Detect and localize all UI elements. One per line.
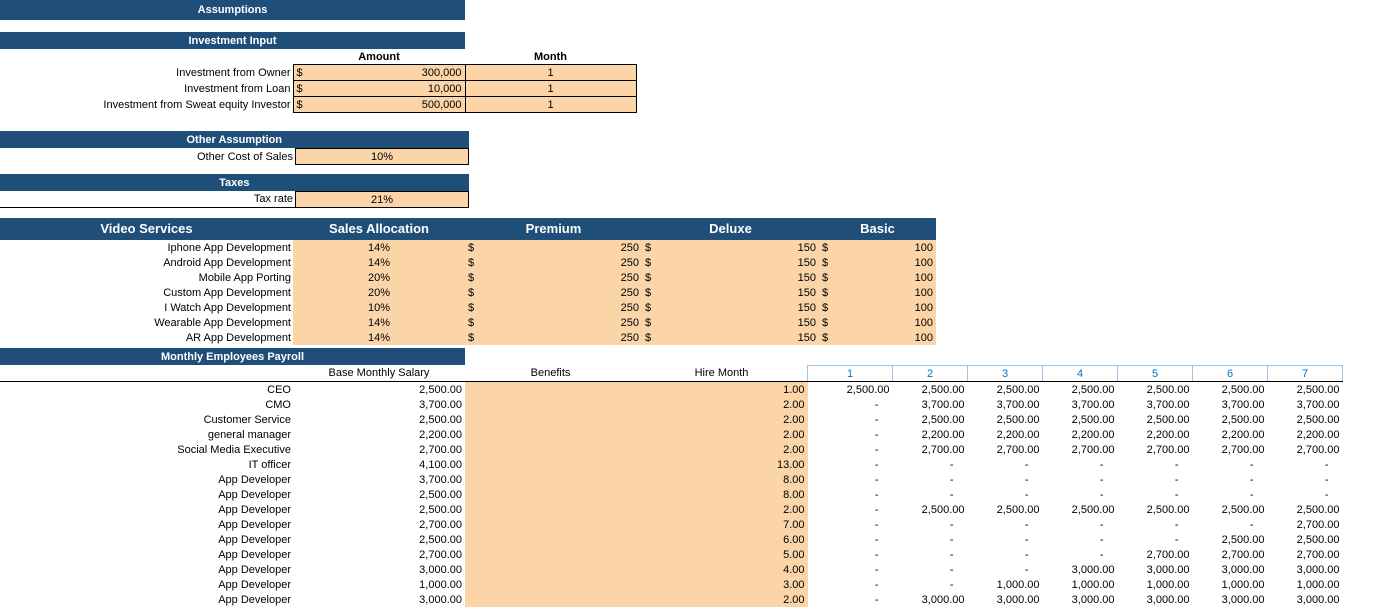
- service-allocation[interactable]: 20%: [293, 285, 465, 300]
- currency-symbol: $: [819, 240, 842, 255]
- payroll-month-value: 2,700.00: [1071, 443, 1115, 456]
- payroll-role: CEO: [267, 383, 291, 396]
- payroll-month-value: 2,700.00: [921, 443, 965, 456]
- payroll-role: App Developer: [218, 488, 291, 501]
- payroll-month-value: 2,500.00: [996, 503, 1040, 516]
- payroll-salary: 4,100.00: [419, 458, 462, 471]
- currency-symbol: $: [819, 315, 842, 330]
- table-row: [0, 330, 936, 345]
- payroll-month-value: -: [949, 533, 954, 546]
- basic-price[interactable]: 100: [842, 255, 936, 270]
- payroll-benefits[interactable]: [465, 472, 636, 487]
- investment-amount-cell[interactable]: 300,000: [315, 65, 466, 81]
- payroll-month-value: 3,700.00: [996, 398, 1040, 411]
- currency-symbol: $: [819, 285, 842, 300]
- service-name: Wearable App Development: [154, 316, 291, 329]
- payroll-month-value: -: [874, 458, 879, 471]
- payroll-salary: 2,500.00: [419, 383, 462, 396]
- payroll-benefits[interactable]: [465, 532, 636, 547]
- currency-symbol: $: [465, 315, 488, 330]
- service-allocation[interactable]: 14%: [293, 315, 465, 330]
- payroll-benefits[interactable]: [465, 412, 636, 427]
- payroll-hire-month[interactable]: 3.00: [636, 577, 808, 592]
- table-row: [0, 240, 936, 255]
- payroll-month-value: 1,000.00: [1296, 578, 1340, 591]
- currency-symbol: $: [465, 270, 488, 285]
- currency-symbol: $: [465, 255, 488, 270]
- table-row: [0, 427, 1343, 442]
- payroll-month-value: 2,500.00: [1296, 503, 1340, 516]
- payroll-role-header: [0, 366, 293, 382]
- payroll-header-row: [0, 366, 1343, 382]
- payroll-month-value: 2,500.00: [1146, 383, 1190, 396]
- payroll-month-value: -: [874, 443, 879, 456]
- investment-amount-header: Amount: [293, 49, 465, 65]
- payroll-role: App Developer: [218, 473, 291, 486]
- basic-price[interactable]: 100: [842, 240, 936, 255]
- taxes-title: Taxes: [0, 174, 469, 192]
- payroll-table: [0, 365, 1343, 607]
- payroll-month-value: -: [1099, 458, 1104, 471]
- payroll-month-value: 2,700.00: [1146, 443, 1190, 456]
- base-salary-header: Base Monthly Salary: [293, 366, 465, 382]
- premium-price[interactable]: 250: [488, 240, 642, 255]
- payroll-month-value: -: [1249, 473, 1254, 486]
- payroll-month-value: -: [1324, 458, 1329, 471]
- premium-price[interactable]: 250: [488, 315, 642, 330]
- investment-row-label: Investment from Loan: [184, 82, 291, 95]
- other-assumption-block: [0, 131, 469, 165]
- basic-price[interactable]: 100: [842, 330, 936, 345]
- service-name: Custom App Development: [163, 286, 291, 299]
- payroll-salary: 3,700.00: [419, 473, 462, 486]
- payroll-salary: 3,700.00: [419, 398, 462, 411]
- payroll-month-value: 3,000.00: [1146, 563, 1190, 576]
- payroll-month-value: -: [874, 398, 879, 411]
- payroll-month-value: 2,500.00: [1221, 503, 1265, 516]
- payroll-month-value: 3,700.00: [1221, 398, 1265, 411]
- payroll-role: App Developer: [218, 578, 291, 591]
- payroll-month-value: -: [1024, 533, 1029, 546]
- payroll-month-value: 1,000.00: [1146, 578, 1190, 591]
- payroll-month-value: -: [949, 488, 954, 501]
- investment-input-title: Investment Input: [0, 32, 465, 49]
- payroll-hire-month[interactable]: 4.00: [636, 562, 808, 577]
- table-row: [0, 532, 1343, 547]
- payroll-hire-month[interactable]: 1.00: [636, 382, 808, 398]
- sales-allocation-header: Sales Allocation: [293, 218, 465, 240]
- month-header-4: 4: [1043, 366, 1118, 382]
- table-row: [0, 192, 469, 208]
- payroll-month-value: 3,000.00: [1071, 563, 1115, 576]
- payroll-month-value: 2,500.00: [921, 383, 965, 396]
- investment-month-cell[interactable]: 1: [465, 81, 636, 97]
- payroll-month-value: 2,500.00: [1071, 413, 1115, 426]
- payroll-role: App Developer: [218, 503, 291, 516]
- month-header-3: 3: [968, 366, 1043, 382]
- payroll-hire-month[interactable]: 6.00: [636, 532, 808, 547]
- currency-symbol: $: [293, 65, 315, 81]
- taxes-block: [0, 174, 469, 208]
- table-row: [0, 397, 1343, 412]
- payroll-month-value: -: [949, 578, 954, 591]
- deluxe-price[interactable]: 150: [665, 315, 819, 330]
- table-row: [0, 65, 636, 81]
- currency-symbol: $: [642, 255, 665, 270]
- payroll-salary: 3,000.00: [419, 563, 462, 576]
- currency-symbol: $: [642, 315, 665, 330]
- table-row: [0, 457, 1343, 472]
- payroll-month-value: 2,500.00: [1071, 383, 1115, 396]
- payroll-month-value: -: [1099, 548, 1104, 561]
- deluxe-header: Deluxe: [642, 218, 819, 240]
- service-name: AR App Development: [185, 331, 291, 344]
- payroll-month-value: 3,000.00: [1221, 563, 1265, 576]
- investment-amount-cell[interactable]: 10,000: [315, 81, 466, 97]
- other-assumption-title: Other Assumption: [0, 131, 469, 149]
- table-row: [0, 81, 636, 97]
- payroll-month-value: 2,200.00: [921, 428, 965, 441]
- payroll-benefits[interactable]: [465, 382, 636, 398]
- payroll-month-value: -: [874, 413, 879, 426]
- payroll-month-value: -: [874, 503, 879, 516]
- service-name: Mobile App Porting: [198, 271, 291, 284]
- payroll-month-value: -: [949, 473, 954, 486]
- month-header-1: 1: [808, 366, 893, 382]
- tax-rate-value[interactable]: 21%: [296, 192, 469, 208]
- service-allocation[interactable]: 14%: [293, 255, 465, 270]
- payroll-month-value: -: [1174, 518, 1179, 531]
- investment-month-cell[interactable]: 1: [465, 65, 636, 81]
- payroll-month-value: -: [949, 458, 954, 471]
- payroll-role: App Developer: [218, 548, 291, 561]
- payroll-month-value: -: [874, 563, 879, 576]
- payroll-month-value: 2,200.00: [996, 428, 1040, 441]
- basic-price[interactable]: 100: [842, 315, 936, 330]
- payroll-month-value: 2,700.00: [1296, 548, 1340, 561]
- currency-symbol: $: [642, 330, 665, 345]
- payroll-hire-month[interactable]: 2.00: [636, 397, 808, 412]
- payroll-month-value: -: [1024, 548, 1029, 561]
- premium-price[interactable]: 250: [488, 285, 642, 300]
- month-header-7: 7: [1268, 366, 1343, 382]
- payroll-month-value: -: [874, 533, 879, 546]
- payroll-month-value: -: [1174, 458, 1179, 471]
- payroll-month-value: -: [1099, 488, 1104, 501]
- payroll-month-value: -: [1024, 488, 1029, 501]
- payroll-month-value: -: [1249, 458, 1254, 471]
- payroll-month-value: 2,500.00: [1221, 533, 1265, 546]
- deluxe-price[interactable]: 150: [665, 330, 819, 345]
- payroll-month-value: -: [874, 473, 879, 486]
- payroll-month-value: 2,200.00: [1071, 428, 1115, 441]
- table-row: [0, 300, 936, 315]
- month-header-5: 5: [1118, 366, 1193, 382]
- payroll-month-value: 2,500.00: [1071, 503, 1115, 516]
- payroll-benefits[interactable]: [465, 577, 636, 592]
- payroll-role: App Developer: [218, 563, 291, 576]
- premium-price[interactable]: 250: [488, 255, 642, 270]
- payroll-benefits[interactable]: [465, 502, 636, 517]
- currency-symbol: $: [642, 300, 665, 315]
- payroll-month-value: 3,700.00: [921, 398, 965, 411]
- payroll-month-value: -: [874, 428, 879, 441]
- table-row: [0, 382, 1343, 398]
- service-name: I Watch App Development: [164, 301, 291, 314]
- payroll-month-value: 2,700.00: [1296, 443, 1340, 456]
- payroll-month-value: 2,700.00: [1221, 443, 1265, 456]
- payroll-title-row: [0, 348, 465, 365]
- payroll-month-value: 2,500.00: [1296, 383, 1340, 396]
- table-row: [0, 149, 469, 165]
- payroll-month-value: -: [1174, 533, 1179, 546]
- payroll-month-value: -: [1324, 488, 1329, 501]
- investment-month-header: Month: [465, 49, 636, 65]
- payroll-month-value: 1,000.00: [1071, 578, 1115, 591]
- payroll-month-value: 3,700.00: [1146, 398, 1190, 411]
- payroll-month-value: 2,700.00: [1146, 548, 1190, 561]
- premium-price[interactable]: 250: [488, 330, 642, 345]
- payroll-salary: 1,000.00: [419, 578, 462, 591]
- payroll-month-value: -: [949, 563, 954, 576]
- payroll-month-value: -: [1024, 473, 1029, 486]
- service-allocation[interactable]: 20%: [293, 270, 465, 285]
- payroll-benefits[interactable]: [465, 517, 636, 532]
- premium-price[interactable]: 250: [488, 300, 642, 315]
- payroll-month-value: 3,700.00: [1296, 398, 1340, 411]
- currency-symbol: $: [819, 330, 842, 345]
- payroll-salary: 2,700.00: [419, 548, 462, 561]
- payroll-month-value: -: [874, 593, 879, 606]
- payroll-hire-month[interactable]: 7.00: [636, 517, 808, 532]
- service-allocation[interactable]: 14%: [293, 330, 465, 345]
- service-name: Android App Development: [163, 256, 291, 269]
- payroll-month-value: 3,000.00: [1296, 563, 1340, 576]
- investment-amount-cell[interactable]: 500,000: [315, 97, 466, 113]
- payroll-month-value: 2,500.00: [1221, 413, 1265, 426]
- payroll-month-value: -: [874, 488, 879, 501]
- currency-symbol: $: [819, 300, 842, 315]
- currency-symbol: $: [819, 270, 842, 285]
- premium-price[interactable]: 250: [488, 270, 642, 285]
- currency-symbol: $: [465, 300, 488, 315]
- video-services-block: [0, 218, 936, 345]
- payroll-month-value: 2,700.00: [996, 443, 1040, 456]
- payroll-month-value: -: [874, 518, 879, 531]
- basic-price[interactable]: 100: [842, 270, 936, 285]
- payroll-hire-month[interactable]: 13.00: [636, 457, 808, 472]
- monthly-payroll-block: [0, 348, 1343, 607]
- payroll-month-value: -: [874, 578, 879, 591]
- payroll-month-value: -: [1024, 458, 1029, 471]
- payroll-hire-month[interactable]: 2.00: [636, 442, 808, 457]
- other-cost-of-sales-value[interactable]: 10%: [296, 149, 469, 165]
- month-header-2: 2: [893, 366, 968, 382]
- payroll-salary: 2,200.00: [419, 428, 462, 441]
- payroll-month-value: -: [1099, 518, 1104, 531]
- payroll-hire-month[interactable]: 2.00: [636, 427, 808, 442]
- payroll-hire-month[interactable]: 2.00: [636, 592, 808, 607]
- investment-month-cell[interactable]: 1: [465, 97, 636, 113]
- deluxe-price[interactable]: 150: [665, 240, 819, 255]
- video-services-header: Video Services: [0, 218, 293, 240]
- assumptions-title-block: [0, 0, 465, 20]
- payroll-salary: 2,500.00: [419, 488, 462, 501]
- currency-symbol: $: [465, 330, 488, 345]
- payroll-month-value: 3,000.00: [1296, 593, 1340, 606]
- tax-rate-label: Tax rate: [0, 192, 296, 208]
- service-allocation[interactable]: 10%: [293, 300, 465, 315]
- table-row: [0, 487, 1343, 502]
- table-row: [0, 315, 936, 330]
- payroll-month-value: -: [1249, 488, 1254, 501]
- payroll-month-value: 2,500.00: [996, 383, 1040, 396]
- currency-symbol: $: [819, 255, 842, 270]
- payroll-benefits[interactable]: [465, 547, 636, 562]
- table-row: [0, 502, 1343, 517]
- payroll-month-value: -: [1249, 518, 1254, 531]
- payroll-month-value: 3,000.00: [996, 593, 1040, 606]
- payroll-hire-month[interactable]: 8.00: [636, 487, 808, 502]
- table-row: [0, 592, 1343, 607]
- payroll-month-value: -: [1024, 563, 1029, 576]
- payroll-hire-month[interactable]: 5.00: [636, 547, 808, 562]
- table-row: [0, 562, 1343, 577]
- payroll-month-value: -: [874, 548, 879, 561]
- payroll-month-value: 2,500.00: [1221, 383, 1265, 396]
- other-cost-of-sales-label: Other Cost of Sales: [197, 150, 293, 163]
- deluxe-price[interactable]: 150: [665, 300, 819, 315]
- payroll-salary: 3,000.00: [419, 593, 462, 606]
- table-row: [0, 412, 1343, 427]
- basic-price[interactable]: 100: [842, 300, 936, 315]
- payroll-benefits[interactable]: [465, 562, 636, 577]
- payroll-month-value: 2,200.00: [1221, 428, 1265, 441]
- payroll-month-value: 2,700.00: [1296, 518, 1340, 531]
- payroll-benefits[interactable]: [465, 457, 636, 472]
- payroll-month-value: 2,500.00: [1296, 533, 1340, 546]
- payroll-month-value: 2,200.00: [1296, 428, 1340, 441]
- table-row: [0, 517, 1343, 532]
- payroll-benefits[interactable]: [465, 487, 636, 502]
- payroll-salary: 2,700.00: [419, 518, 462, 531]
- month-header-6: 6: [1193, 366, 1268, 382]
- deluxe-price[interactable]: 150: [665, 255, 819, 270]
- basic-price[interactable]: 100: [842, 285, 936, 300]
- table-row: [0, 270, 936, 285]
- table-row: [0, 255, 936, 270]
- payroll-month-value: 2,500.00: [1146, 413, 1190, 426]
- payroll-month-value: 2,500.00: [1296, 413, 1340, 426]
- basic-header: Basic: [819, 218, 936, 240]
- currency-symbol: $: [642, 285, 665, 300]
- investment-row-label: Investment from Owner: [176, 66, 291, 79]
- payroll-role: App Developer: [218, 533, 291, 546]
- investment-input-block: [0, 32, 637, 113]
- currency-symbol: $: [465, 240, 488, 255]
- payroll-salary: 2,500.00: [419, 533, 462, 546]
- payroll-role: Customer Service: [203, 413, 291, 426]
- currency-symbol: $: [642, 240, 665, 255]
- payroll-month-value: -: [1324, 473, 1329, 486]
- payroll-benefits[interactable]: [465, 592, 636, 607]
- table-row: [0, 577, 1343, 592]
- currency-symbol: $: [465, 285, 488, 300]
- assumptions-title: Assumptions: [0, 0, 465, 20]
- payroll-month-value: 2,700.00: [1221, 548, 1265, 561]
- payroll-month-value: 3,000.00: [1146, 593, 1190, 606]
- payroll-benefits[interactable]: [465, 442, 636, 457]
- payroll-hire-month[interactable]: 2.00: [636, 502, 808, 517]
- payroll-month-value: 2,500.00: [996, 413, 1040, 426]
- table-row: [0, 547, 1343, 562]
- payroll-month-value: 3,000.00: [1221, 593, 1265, 606]
- payroll-month-value: -: [949, 548, 954, 561]
- premium-header: Premium: [465, 218, 642, 240]
- payroll-benefits[interactable]: [465, 397, 636, 412]
- payroll-hire-month[interactable]: 8.00: [636, 472, 808, 487]
- payroll-month-value: 2,500.00: [921, 413, 965, 426]
- payroll-month-value: -: [1174, 488, 1179, 501]
- payroll-role: IT officer: [248, 458, 291, 471]
- table-row: [0, 442, 1343, 457]
- payroll-role: general manager: [207, 428, 291, 441]
- payroll-month-value: 1,000.00: [996, 578, 1040, 591]
- monthly-payroll-title: Monthly Employees Payroll: [0, 348, 465, 365]
- payroll-month-value: -: [1024, 518, 1029, 531]
- payroll-salary: 2,500.00: [419, 503, 462, 516]
- payroll-role: App Developer: [218, 593, 291, 606]
- payroll-month-value: 2,500.00: [846, 383, 890, 396]
- currency-symbol: $: [293, 81, 315, 97]
- payroll-month-value: 3,000.00: [1071, 593, 1115, 606]
- payroll-month-value: 2,500.00: [921, 503, 965, 516]
- payroll-month-value: -: [1174, 473, 1179, 486]
- payroll-month-value: 3,000.00: [921, 593, 965, 606]
- currency-symbol: $: [293, 97, 315, 113]
- table-row: [0, 472, 1343, 487]
- payroll-benefits[interactable]: [465, 427, 636, 442]
- service-name: Iphone App Development: [167, 241, 291, 254]
- deluxe-price[interactable]: 150: [665, 285, 819, 300]
- investment-row-label: Investment from Sweat equity Investor: [103, 98, 291, 111]
- payroll-month-value: 2,200.00: [1146, 428, 1190, 441]
- payroll-month-value: 3,700.00: [1071, 398, 1115, 411]
- payroll-hire-month[interactable]: 2.00: [636, 412, 808, 427]
- benefits-header: Benefits: [465, 366, 636, 382]
- payroll-salary: 2,500.00: [419, 413, 462, 426]
- hire-month-header: Hire Month: [636, 366, 808, 382]
- payroll-role: Social Media Executive: [177, 443, 291, 456]
- table-row: [0, 285, 936, 300]
- payroll-month-value: -: [1099, 473, 1104, 486]
- payroll-month-value: -: [1099, 533, 1104, 546]
- payroll-month-value: -: [949, 518, 954, 531]
- table-row: [0, 97, 636, 113]
- payroll-month-value: 2,500.00: [1146, 503, 1190, 516]
- payroll-role: App Developer: [218, 518, 291, 531]
- payroll-role: CMO: [265, 398, 291, 411]
- deluxe-price[interactable]: 150: [665, 270, 819, 285]
- payroll-salary: 2,700.00: [419, 443, 462, 456]
- currency-symbol: $: [642, 270, 665, 285]
- payroll-month-value: 1,000.00: [1221, 578, 1265, 591]
- service-allocation[interactable]: 14%: [293, 240, 465, 255]
